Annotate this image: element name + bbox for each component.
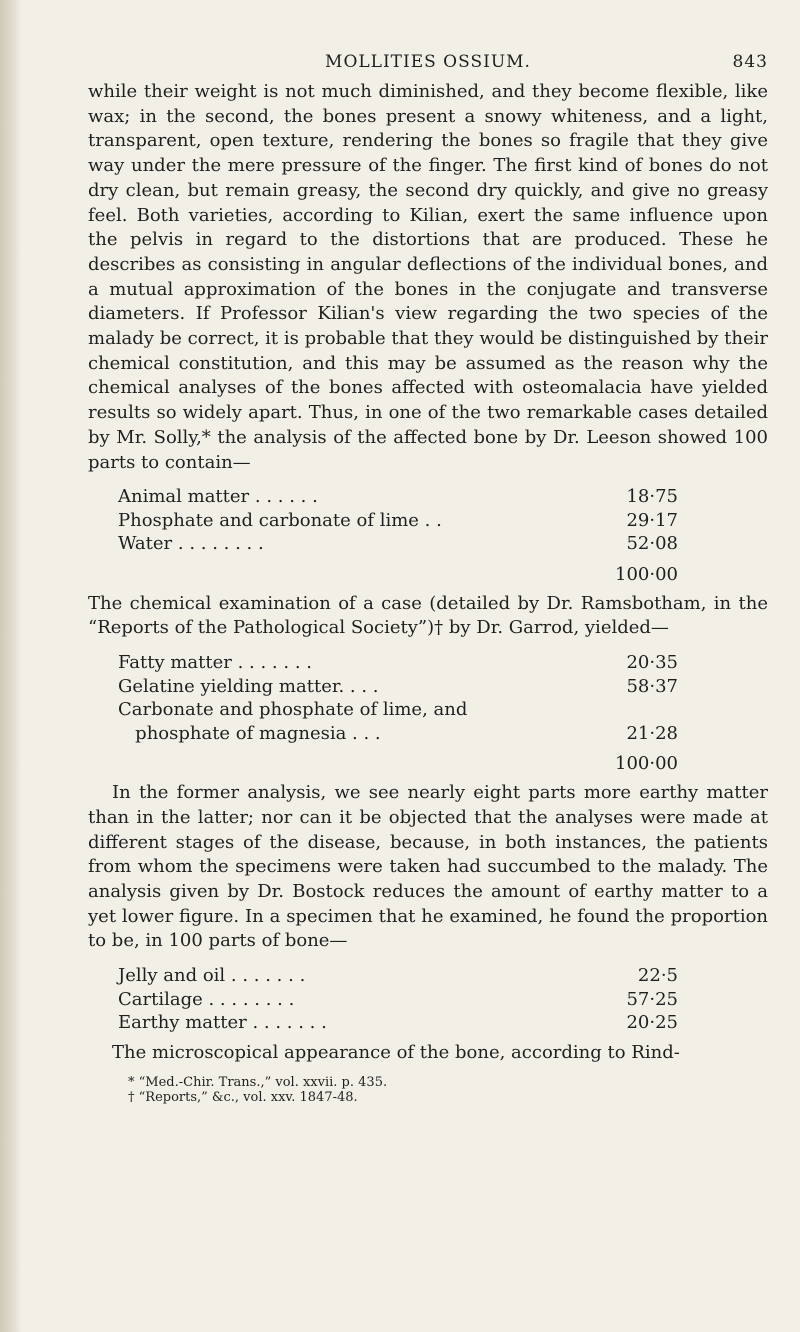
row-label: Jelly and oil . . . . . . . bbox=[118, 965, 306, 987]
row-label: Animal matter . . . . . . bbox=[118, 486, 318, 508]
table-row bbox=[118, 988, 678, 1012]
table-row bbox=[118, 698, 678, 722]
paragraph-1: while their weight is not much diminished, and they become flexible, like wax; in the second, the bones present a snowy whiteness, and a light, transparent, open texture, rendering the bones so fragile that they give way under the mere pressure of the finger. The first kind of bones do not dry clean, but remain greasy, the second dry quickly, and give no greasy feel. Both varieties, according to Kilian, exert the same influence upon the pelvis in regard to the distortions that are produced. These he describes as consisting in angular deflections of the individual bones, and a mutual approximation of the bones in the conjugate and transverse diameters. If Professor Kilian's view regarding the two species of the malady be correct, it is probable that they would be distinguished by their chemical constitution, and this may be assumed as the reason why the chemical analyses of the bones affected with osteomalacia have yielded results so widely apart. Thus, in one of the two remarkable cases detailed by Mr. Solly,* the analysis of the affected bone by Dr. Leeson showed 100 parts to contain— bbox=[88, 81, 769, 473]
footnotes bbox=[88, 1075, 768, 1105]
paragraph-3: In the former analysis, we see nearly eight parts more earthy matter than in the latter; nor can it be objected that the analyses were made at different stages of the disease, because, in both instances, the patients from whom the specimens were taken had succumbed to the malady. The analysis given by Dr. Bostock reduces the amount of earthy matter to a yet lower figure. In a specimen that he examined, he found the proportion to be, in 100 parts of bone— bbox=[88, 782, 768, 952]
row-value: 20·25 bbox=[626, 1012, 678, 1034]
row-label: Gelatine yielding matter. . . . bbox=[118, 675, 379, 697]
table-row bbox=[118, 1011, 678, 1035]
row-value: 22·5 bbox=[637, 965, 678, 987]
table-row bbox=[118, 722, 678, 746]
row-value: 18·75 bbox=[626, 486, 678, 508]
paragraph-2: The chemical examination of a case (detailed by Dr. Ramsbotham, in the “Reports of the Pathological Society”)† by Dr. Garrod, yielded— bbox=[88, 592, 768, 639]
table-total-row bbox=[118, 562, 678, 588]
row-label: Earthy matter . . . . . . . bbox=[118, 1012, 327, 1034]
book-spine-shadow bbox=[0, 0, 22, 1332]
table-row bbox=[118, 509, 678, 533]
page-number: 843 bbox=[732, 52, 768, 72]
table-total: 100·00 bbox=[615, 753, 678, 775]
row-label: Fatty matter . . . . . . . bbox=[118, 652, 312, 674]
running-title: MOLLITIES OSSIUM. bbox=[325, 52, 531, 72]
row-label: Phosphate and carbonate of lime . . bbox=[118, 509, 442, 531]
table-row bbox=[118, 651, 678, 675]
row-value: 20·35 bbox=[626, 652, 678, 674]
table-total: 100·00 bbox=[615, 563, 678, 585]
table-row bbox=[118, 485, 678, 509]
row-label: phosphate of magnesia . . . bbox=[118, 722, 381, 744]
row-value bbox=[608, 698, 678, 722]
row-label: Carbonate and phosphate of lime, and bbox=[118, 699, 468, 721]
row-value: 29·17 bbox=[626, 509, 678, 531]
row-value: 57·25 bbox=[626, 988, 678, 1010]
book-page bbox=[88, 52, 768, 1105]
table-row bbox=[118, 964, 678, 988]
row-value: 52·08 bbox=[626, 533, 678, 555]
footnote: † “Reports,” &c., vol. xxv. 1847-48. bbox=[128, 1090, 358, 1106]
page-header bbox=[88, 52, 768, 80]
table-row bbox=[118, 675, 678, 699]
footnote: * “Med.-Chir. Trans.,” vol. xxvii. p. 435. bbox=[128, 1075, 388, 1091]
analysis-table-solly bbox=[118, 485, 678, 556]
row-label: Water . . . . . . . . bbox=[118, 533, 264, 555]
row-value: 21·28 bbox=[626, 722, 678, 744]
table-row bbox=[118, 532, 678, 556]
analysis-table-bostock bbox=[118, 964, 678, 1035]
row-value: 58·37 bbox=[626, 675, 678, 697]
row-label: Cartilage . . . . . . . . bbox=[118, 988, 295, 1010]
paragraph-4: The microscopical appearance of the bone, according to Rind- bbox=[112, 1041, 680, 1063]
analysis-table-garrod bbox=[118, 651, 678, 745]
table-total-row bbox=[118, 751, 678, 777]
